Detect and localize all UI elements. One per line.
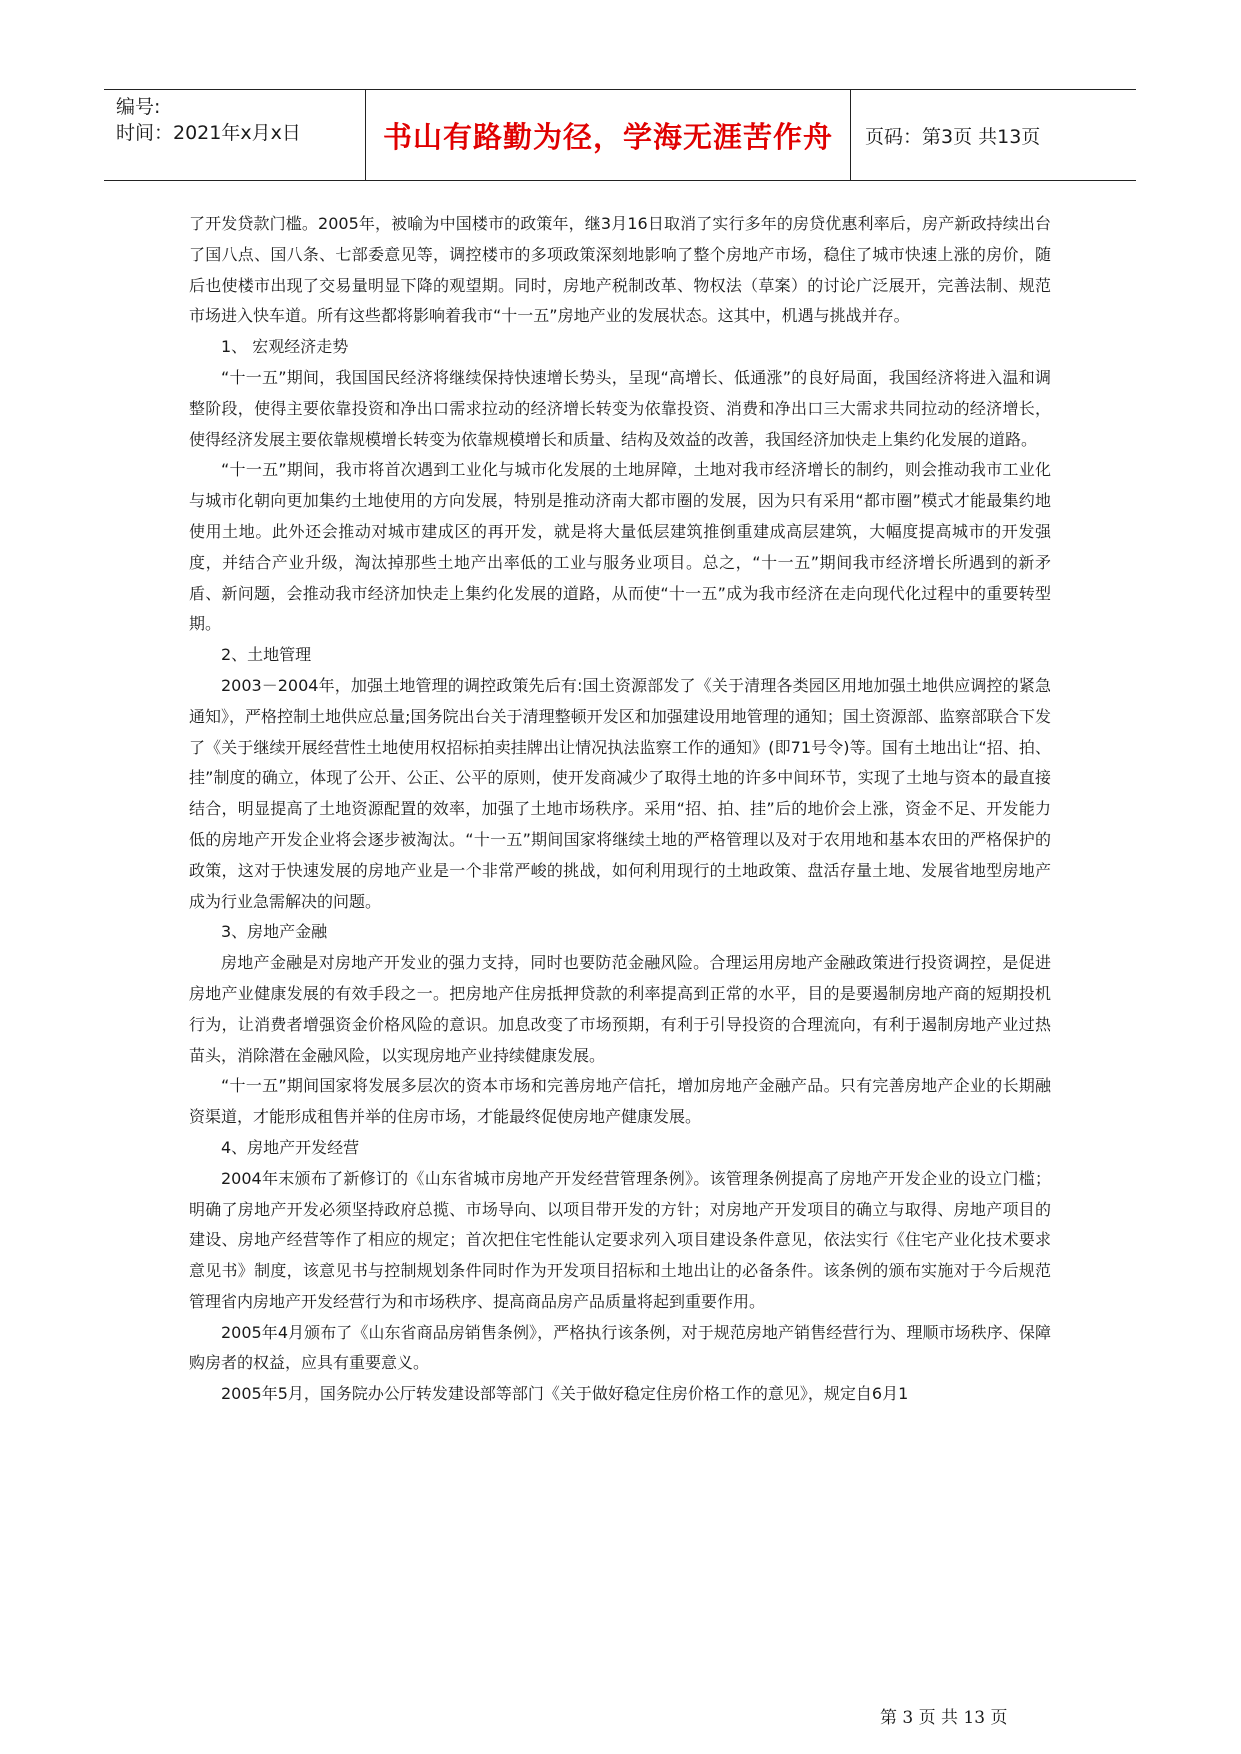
paragraph: 2005年4月颁布了《山东省商品房销售条例》，严格执行该条例，对于规范房地产销售经营行为、理顺市场秩序、保障购房者的权益，应具有重要意义。 — [189, 1322, 1051, 1373]
section-heading: 4、房地产开发经营 — [221, 1137, 360, 1157]
header-page-cell — [851, 90, 1136, 180]
document-body — [189, 209, 1051, 1410]
paragraph: 房地产金融是对房地产开发业的强力支持，同时也要防范金融风险。合理运用房地产金融政策进行投资调控，是促进房地产业健康发展的有效手段之一。把房地产住房抵押贷款的利率提高到正常的水平，目的是要遏制房地产商的短期投机行为，让消费者增强资金价格风险的意识。加息改变了市场预期，有利于引导投资的合理流向，有利于遏制房地产业过热苗头，消除潜在金融风险，以实现房地产业持续健康发展。 — [189, 953, 1051, 1065]
header-meta-cell — [104, 90, 366, 180]
document-header — [104, 89, 1136, 181]
paragraph: 2005年5月，国务院办公厅转发建设部等部门《关于做好稳定住房价格工作的意见》，规定自6月1 — [221, 1384, 909, 1404]
number-label: 编号: — [116, 96, 161, 118]
section-heading: 1、 宏观经济走势 — [221, 337, 349, 357]
header-motto-cell — [366, 90, 851, 180]
section-heading: 3、房地产金融 — [221, 922, 328, 942]
time-label: 时间：2021年x月x日 — [116, 122, 301, 144]
paragraph: “十一五”期间国家将发展多层次的资本市场和完善房地产信托，增加房地产金融产品。只有完善房地产企业的长期融资渠道，才能形成租售并举的住房市场，才能最终促使房地产健康发展。 — [189, 1076, 1051, 1127]
section-heading: 2、土地管理 — [221, 645, 312, 665]
page-label: 页码：第3页 共13页 — [865, 125, 1041, 148]
page-footer: 第 3 页 共 13 页 — [880, 1708, 1008, 1728]
paragraph: 了开发贷款门槛。2005年，被喻为中国楼市的政策年，继3月16日取消了实行多年的房贷优惠利率后，房产新政持续出台了国八点、国八条、七部委意见等，调控楼市的多项政策深刻地影响了整个房地产市场，稳住了城市快速上涨的房价，随后也使楼市出现了交易量明显下降的观望期。同时，房地产税制改革、物权法（草案）的讨论广泛展开，完善法制、规范市场进入快车道。所有这些都将影响着我市“十一五”房地产业的发展状态。这其中，机遇与挑战并存。 — [189, 214, 1051, 326]
motto: 书山有路勤为径，学海无涯苦作舟 — [382, 119, 833, 154]
paragraph: “十一五”期间，我国国民经济将继续保持快速增长势头，呈现“高增长、低通涨”的良好局面，我国经济将进入温和调整阶段，使得主要依靠投资和净出口需求拉动的经济增长转变为依靠投资、消费和净出口三大需求共同拉动的经济增长，使得经济发展主要依靠规模增长转变为依靠规模增长和质量、结构及效益的改善，我国经济加快走上集约化发展的道路。 — [189, 367, 1051, 449]
paragraph: 2004年末颁布了新修订的《山东省城市房地产开发经营管理条例》。该管理条例提高了房地产开发企业的设立门槛；明确了房地产开发必须坚持政府总揽、市场导向、以项目带开发的方针；对房地产开发项目的确立与取得、房地产项目的建设、房地产经营等作了相应的规定；首次把住宅性能认定要求列入项目建设条件意见，依法实行《住宅产业化技术要求意见书》制度，该意见书与控制规划条件同时作为开发项目招标和土地出让的必备条件。该条例的颁布实施对于今后规范管理省内房地产开发经营行为和市场秩序、提高商品房产品质量将起到重要作用。 — [189, 1168, 1051, 1311]
paragraph: “十一五”期间，我市将首次遇到工业化与城市化发展的土地屏障，土地对我市经济增长的制约，则会推动我市工业化与城市化朝向更加集约土地使用的方向发展，特别是推动济南大都市圈的发展，因为只有采用“都市圈”模式才能最集约地使用土地。此外还会推动对城市建成区的再开发，就是将大量低层建筑推倒重建成高层建筑，大幅度提高城市的开发强度，并结合产业升级，淘汰掉那些土地产出率低的工业与服务业项目。总之，“十一五”期间我市经济增长所遇到的新矛盾、新问题，会推动我市经济加快走上集约化发展的道路，从而使“十一五”成为我市经济在走向现代化过程中的重要转型期。 — [189, 460, 1051, 634]
paragraph: 2003－2004年，加强土地管理的调控政策先后有:国土资源部发了《关于清理各类园区用地加强土地供应调控的紧急通知》，严格控制土地供应总量;国务院出台关于清理整顿开发区和加强建设用地管理的通知；国土资源部、监察部联合下发了《关于继续开展经营性土地使用权招标拍卖挂牌出让情况执法监察工作的通知》(即71号令)等。国有土地出让“招、拍、挂”制度的确立，体现了公开、公正、公平的原则，使开发商减少了取得土地的许多中间环节，实现了土地与资本的最直接结合，明显提高了土地资源配置的效率，加强了土地市场秩序。采用“招、拍、挂”后的地价会上涨，资金不足、开发能力低的房地产开发企业将会逐步被淘汰。“十一五”期间国家将继续土地的严格管理以及对于农用地和基本农田的严格保护的政策，这对于快速发展的房地产业是一个非常严峻的挑战，如何利用现行的土地政策、盘活存量土地、发展省地型房地产成为行业急需解决的问题。 — [189, 675, 1051, 911]
